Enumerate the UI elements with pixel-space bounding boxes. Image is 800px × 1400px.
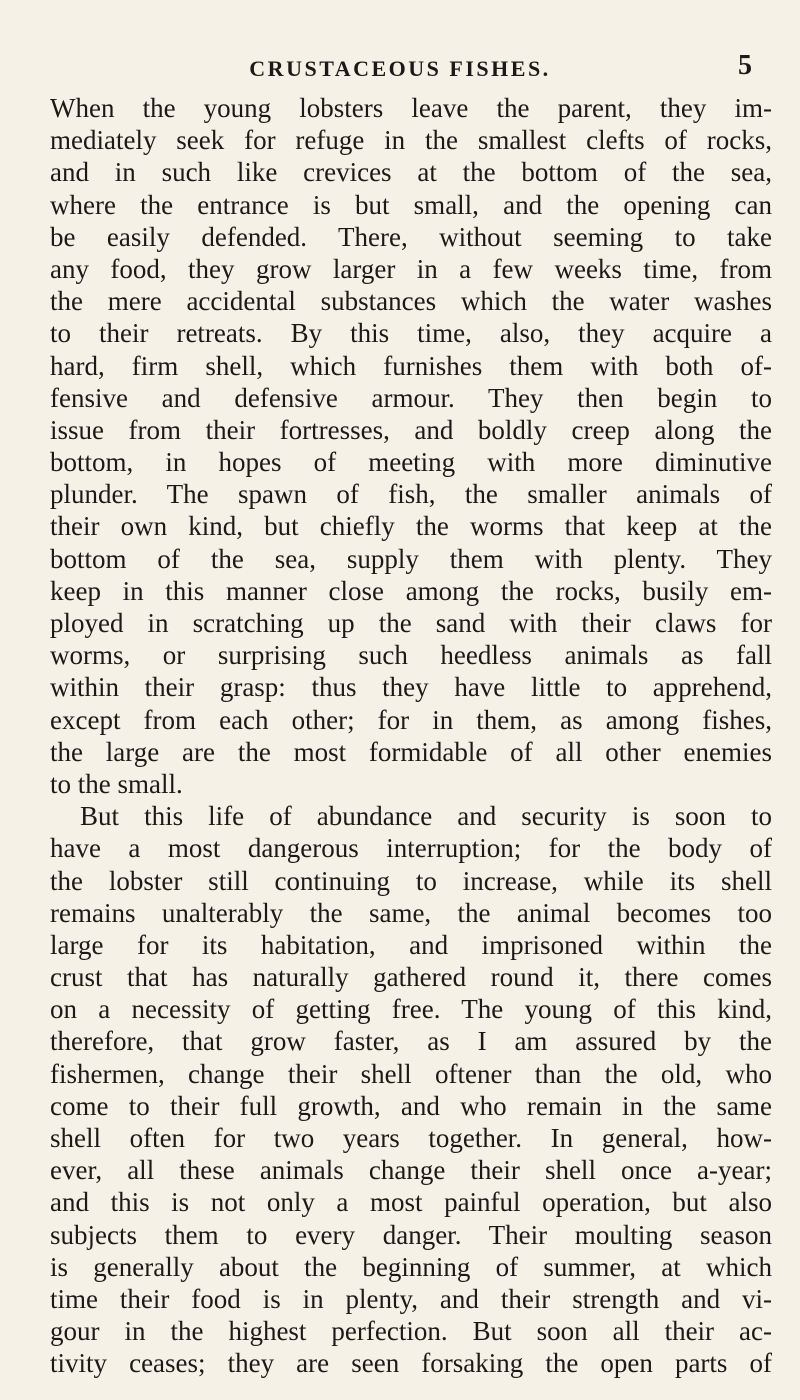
- text-line: within their grasp: thus they have little to apprehend,: [50, 672, 772, 703]
- text-line: But this life of abundance and security is soon to: [80, 801, 772, 832]
- text-line: to the small.: [50, 768, 183, 799]
- text-line: and this is not only a most painful operation, but also: [50, 1187, 772, 1218]
- text-line: any food, they grow larger in a few weeks time, from: [50, 253, 772, 284]
- text-line: tivity ceases; they are seen forsaking the open parts of: [50, 1348, 772, 1379]
- body-text: [50, 92, 772, 1380]
- text-line: on a necessity of getting free. The young of this kind,: [50, 994, 772, 1025]
- text-line: except from each other; for in them, as among fishes,: [50, 704, 772, 735]
- text-line: plunder. The spawn of fish, the smaller animals of: [50, 479, 772, 510]
- text-line: When the young lobsters leave the parent, they im-: [50, 93, 772, 123]
- text-line: therefore, that grow faster, as I am assured by the: [50, 1026, 772, 1057]
- text-line: ever, all these animals change their shell once a-year;: [50, 1155, 772, 1186]
- text-line: come to their full growth, and who remain in the same: [50, 1090, 772, 1121]
- text-line: fensive and defensive armour. They then begin to: [50, 382, 772, 413]
- text-line: where the entrance is but small, and the opening can: [50, 189, 772, 220]
- text-line: and in such like crevices at the bottom of the sea,: [50, 157, 772, 188]
- text-line: keep in this manner close among the rocks, busily em-: [50, 575, 772, 606]
- text-line: is generally about the beginning of summer, at which: [50, 1251, 772, 1282]
- text-line: worms, or surprising such heedless animals as fall: [50, 640, 772, 671]
- text-line: their own kind, but chiefly the worms that keep at the: [50, 511, 772, 542]
- text-line: large for its habitation, and imprisoned within the: [50, 929, 772, 960]
- text-line: mediately seek for refuge in the smallest clefts of rocks,: [50, 125, 772, 156]
- text-line: shell often for two years together. In general, how-: [50, 1123, 772, 1153]
- page-header: [0, 50, 800, 90]
- text-line: to their retreats. By this time, also, they acquire a: [50, 318, 772, 349]
- text-line: bottom, in hopes of meeting with more diminutive: [50, 447, 772, 478]
- text-line: gour in the highest perfection. But soon all their ac-: [50, 1316, 772, 1347]
- text-line: subjects them to every danger. Their moulting season: [50, 1219, 772, 1250]
- text-line: crust that has naturally gathered round it, there comes: [50, 962, 772, 993]
- text-line: issue from their fortresses, and boldly creep along the: [50, 414, 772, 445]
- text-line: remains unalterably the same, the animal becomes too: [50, 897, 772, 928]
- text-line: hard, firm shell, which furnishes them with both of-: [50, 350, 772, 381]
- text-line: bottom of the sea, supply them with plenty. They: [50, 543, 772, 574]
- text-line: ployed in scratching up the sand with their claws for: [50, 608, 772, 638]
- text-line: time their food is in plenty, and their strength and vi-: [50, 1283, 772, 1314]
- text-line: the mere accidental substances which the water washes: [50, 286, 772, 317]
- running-head: CRUSTACEOUS FISHES.: [249, 56, 551, 81]
- page-number: 5: [738, 50, 752, 81]
- text-line: the lobster still continuing to increase, while its shell: [50, 865, 772, 896]
- text-line: fishermen, change their shell oftener than the old, who: [50, 1058, 772, 1089]
- text-line: be easily defended. There, without seeming to take: [50, 221, 772, 252]
- text-line: have a most dangerous interruption; for the body of: [50, 833, 772, 864]
- text-line: the large are the most formidable of all other enemies: [50, 736, 772, 767]
